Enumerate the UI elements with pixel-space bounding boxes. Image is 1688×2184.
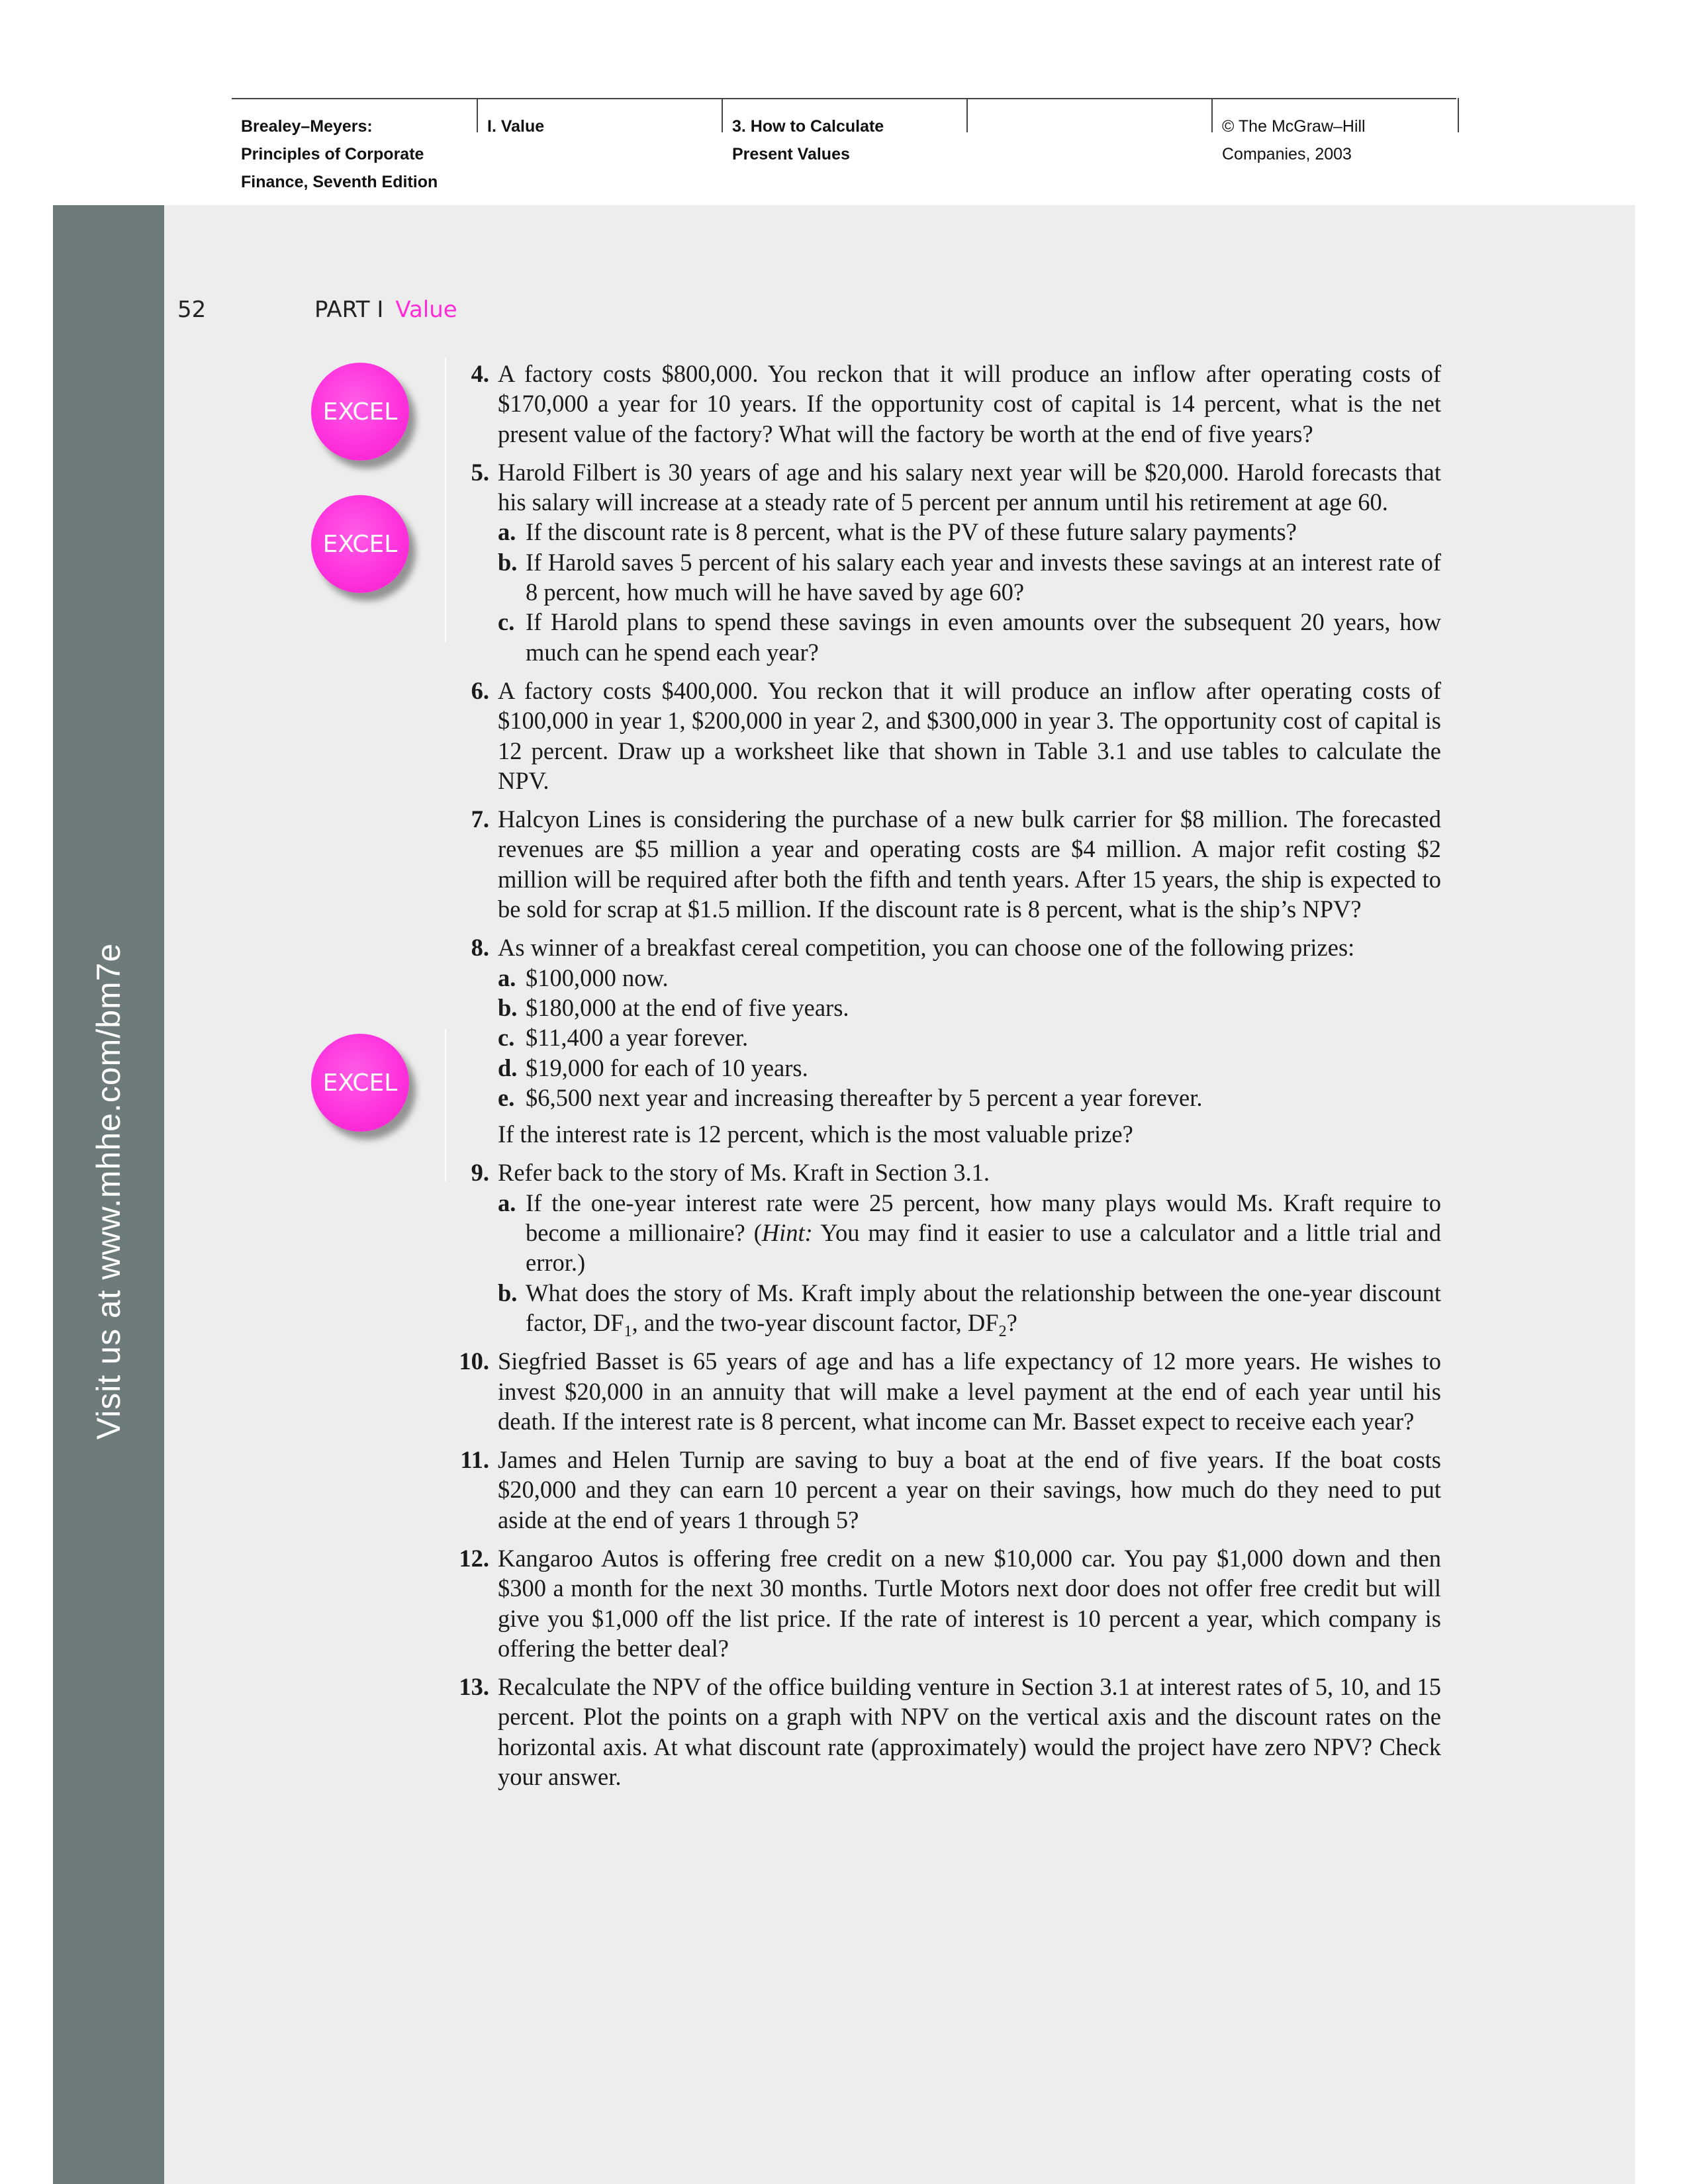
- excel-badge: [311, 1034, 409, 1132]
- header-copyright: [1211, 98, 1459, 163]
- problem-followup-text: If the interest rate is 12 percent, which is the most valuable prize?: [498, 1120, 1133, 1148]
- subpart-text-part: You may find it easier to use a calculator and a little trial and error.): [526, 1219, 1442, 1277]
- excel-badge-label: EXCEL: [322, 530, 398, 558]
- subpart-letter: b.: [498, 548, 518, 576]
- problem-text: Siegfried Basset is 65 years of age and has a life expectancy of 12 more years. He wishes to invest $20,000 in an annuity that will make a level payment at the end of each year until his death. If the interest rate is 8 percent, what income can Mr. Basset expect to receive each year?: [498, 1347, 1441, 1435]
- subscript: 1: [624, 1322, 632, 1340]
- problem-text: As winner of a breakfast cereal competition, you can choose one of the following prizes:: [498, 934, 1355, 962]
- excel-badge: [311, 495, 409, 593]
- problem-item: [471, 933, 1441, 1149]
- subpart-letter: b.: [498, 1279, 518, 1306]
- part-heading: [314, 296, 457, 323]
- subpart-letter: c.: [498, 608, 515, 636]
- problem-item: [471, 676, 1441, 796]
- excel-badge-label: EXCEL: [322, 1069, 398, 1097]
- problem-text: A factory costs $400,000. You reckon that it will produce an inflow after operating costs of $100,000 in year 1, $200,000 in year 2, and $300,000 in year 3. The opportunity cost of capital is 12 percent. Draw up a worksheet like that shown in Table 3.1 and use tables to calculate the NPV.: [498, 676, 1441, 794]
- running-header: [232, 98, 1456, 197]
- subpart-letter: a.: [498, 1189, 516, 1216]
- subpart-text-part: What does the story of Ms. Kraft imply about the relationship between the one-year discount factor, DF: [526, 1279, 1441, 1336]
- problem-text: Harold Filbert is 30 years of age and his salary next year will be $20,000. Harold forecasts that his salary will increase at a steady rate of 5 percent per annum until his retirement at age 60.: [498, 458, 1441, 516]
- subpart-text: $19,000 for each of 10 years.: [526, 1054, 808, 1081]
- subpart-letter: e.: [498, 1083, 515, 1111]
- subpart-list: [498, 963, 1441, 1113]
- subpart-text: If the discount rate is 8 percent, what is the PV of these future salary payments?: [526, 518, 1297, 546]
- problem-text: Kangaroo Autos is offering free credit on a new $10,000 car. You pay $1,000 down and then $300 a month for the next 30 months. Turtle Motors next door does not offer free credit but will give you $1,000 off the list price. If the rate of interest is 10 percent a year, which company is offering the better deal?: [498, 1544, 1441, 1662]
- problem-number: 12.: [459, 1544, 489, 1572]
- header-book-info: [232, 98, 477, 191]
- subpart-text: [526, 1279, 1441, 1340]
- problem-number: 13.: [459, 1673, 489, 1701]
- subpart-item: [498, 1278, 1441, 1338]
- page-number: 52: [177, 296, 207, 323]
- subpart-item: [498, 1023, 1441, 1052]
- problem-item: [471, 457, 1441, 667]
- subpart-item: [498, 547, 1441, 608]
- subscript: 2: [998, 1322, 1007, 1340]
- subpart-item: [498, 963, 1441, 993]
- subpart-text: If Harold plans to spend these savings in even amounts over the subsequent 20 years, how much can he spend each year?: [526, 608, 1441, 666]
- subpart-text: [526, 1189, 1441, 1277]
- problem-number: 6.: [471, 676, 489, 704]
- subpart-list: [498, 517, 1441, 666]
- header-book-line: Principles of Corporate: [241, 145, 424, 163]
- subpart-text-part: If the one-year interest rate were 25 percent, how many plays would Ms. Kraft require to become a millionaire? (: [526, 1189, 1441, 1247]
- problem-item: [459, 1543, 1441, 1663]
- subpart-item: [498, 607, 1441, 667]
- problem-text: A factory costs $800,000. You reckon that it will produce an inflow after operating costs of $170,000 a year for 10 years. If the opportunity cost of capital is 14 percent, what is the net present value of the factory? What will the factory be worth at the end of five years?: [498, 360, 1441, 447]
- sidebar-url-text: Visit us at www.mhhe.com/bm7e: [90, 942, 127, 1440]
- problem-number: 11.: [460, 1446, 489, 1474]
- subpart-text: $100,000 now.: [526, 964, 669, 991]
- problem-text: Refer back to the story of Ms. Kraft in Section 3.1.: [498, 1159, 990, 1187]
- subpart-item: [498, 1188, 1441, 1278]
- subpart-letter: b.: [498, 993, 518, 1021]
- header-chapter-line: Present Values: [732, 145, 850, 163]
- problem-item: [471, 1158, 1442, 1340]
- subpart-text-part: ?: [1006, 1308, 1017, 1336]
- subpart-text: If Harold saves 5 percent of his salary each year and invests these savings at an interest rate of 8 percent, how much will he have saved by age 60?: [526, 548, 1441, 606]
- subpart-text: $180,000 at the end of five years.: [526, 993, 849, 1021]
- subpart-text-part: , and the two-year discount factor, DF: [632, 1308, 999, 1336]
- problem-text: Halcyon Lines is considering the purchase of a new bulk carrier for $8 million. The forecasted revenues are $5 million a year and operating costs are $4 million. A major refit costing $2 million will be required after both the fifth and tenth years. After 15 years, the ship is expected to be sold for scrap at $1.5 million. If the discount rate is 8 percent, what is the ship’s NPV?: [498, 805, 1441, 923]
- header-chapter-line: 3. How to Calculate: [732, 117, 884, 136]
- header-copyright-line: Companies, 2003: [1222, 145, 1352, 163]
- problem-number: 8.: [471, 934, 489, 962]
- problem-text: Recalculate the NPV of the office building venture in Section 3.1 at interest rates of 5, 10, and 15 percent. Plot the points on a graph with NPV on the vertical axis and the discount rates on the horizontal axis. At what discount rate (approximately) would the project have zero NPV? Check your answer.: [498, 1673, 1441, 1791]
- subpart-letter: c.: [498, 1024, 515, 1052]
- header-chapter: [722, 98, 968, 163]
- subpart-text: $11,400 a year forever.: [526, 1024, 749, 1052]
- problem-text: James and Helen Turnip are saving to buy a boat at the end of five years. If the boat costs $20,000 and they can earn 10 percent a year on their savings, how much do they need to put aside at the end of years 1 through 5?: [498, 1446, 1441, 1533]
- header-part: [477, 98, 723, 136]
- problem-item: [459, 1672, 1441, 1792]
- header-book-line: Finance, Seventh Edition: [241, 173, 438, 191]
- part-label: PART I: [314, 296, 384, 323]
- subpart-letter: a.: [498, 518, 516, 546]
- problem-item: [460, 1445, 1441, 1535]
- excel-badge-label: EXCEL: [322, 398, 398, 426]
- problem-number: 5.: [471, 458, 489, 486]
- subpart-letter: d.: [498, 1054, 518, 1081]
- problem-number: 7.: [471, 805, 489, 833]
- subpart-item: [498, 517, 1441, 547]
- header-part-line: I. Value: [487, 117, 545, 136]
- header-copyright-line: © The McGraw–Hill: [1222, 117, 1366, 136]
- problem-number: 9.: [471, 1159, 489, 1187]
- subpart-item: [498, 1083, 1441, 1113]
- header-book-line: Brealey–Meyers:: [241, 117, 373, 136]
- problem-item: [459, 1346, 1441, 1436]
- problem-list: [459, 359, 1442, 1800]
- hint-label: Hint:: [761, 1219, 813, 1247]
- header-empty-cell: [966, 98, 1213, 132]
- subpart-text: $6,500 next year and increasing thereafter by 5 percent a year forever.: [526, 1083, 1203, 1111]
- part-title: Value: [395, 296, 457, 323]
- subpart-letter: a.: [498, 964, 516, 991]
- problem-item: [471, 804, 1441, 924]
- problem-item: [471, 359, 1441, 449]
- subpart-item: [498, 1053, 1441, 1083]
- problem-number: 10.: [459, 1347, 489, 1375]
- problem-number: 4.: [471, 360, 489, 387]
- subpart-item: [498, 993, 1441, 1023]
- subpart-list: [498, 1188, 1441, 1338]
- excel-badge: [311, 363, 409, 461]
